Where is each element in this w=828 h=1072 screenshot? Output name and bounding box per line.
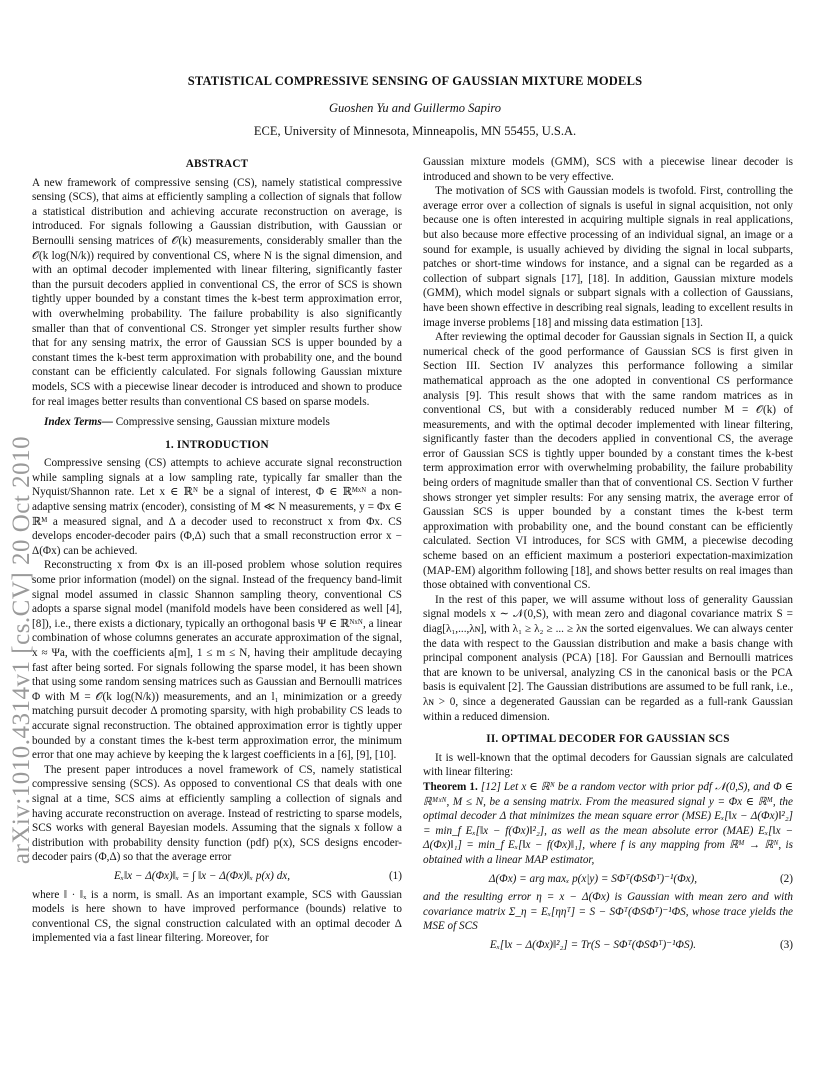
index-terms-text: Compressive sensing, Gaussian mixture models	[112, 416, 330, 429]
theorem-1-label: Theorem 1.	[423, 780, 478, 793]
paper-title: STATISTICAL COMPRESSIVE SENSING OF GAUSSIAN MIXTURE MODELS	[187, 74, 643, 88]
right-paragraph-1: The motivation of SCS with Gaussian models is twofold. First, controlling the average error over a collection of signals is useful in signal acquisition, not only because one is often interested in acquiring multiple signals in real applications, but also because more effective processing of an individual signal, an image or a sound for example, is usually achieved by dividing the signal in local subparts, patches or short-time windows for instance, and a signal can be regarded as a collection of subpart signals [17], [18]. In addition, Gaussian mixture models (GMM), which model signals or subpart signals with a collection of Gaussians, have been shown effective in describing real signals, leading to excellent results in image inverse problems [18] and missing data estimation [13].	[423, 185, 793, 329]
equation-1	[32, 869, 402, 884]
right-paragraph-2: After reviewing the optimal decoder for Gaussian signals in Section II, a quick numerical check of the good performance of Gaussian SCS is first given in Section III. Section IV analyzes this performance following a similar mathematical approach as the one adopted in conventional CS performance analysis [9]. This result shows that with the same random matrices as in conventional CS, but with a considerably reduced number M = 𝒪(k) of measurements, and with the optimal decoder implemented with linear filtering, significantly faster than the decoders applied in conventional CS, the average error of Gaussian SCS is tightly upper bounded by a constant times the k-best term approximation error with overwhelming probability, the failure probability being orders of magnitude smaller than that of conventional CS. Section V further shows stronger yet simpler results: For any sensing matrix, the average error of Gaussian SCS is upper bounded by a constant times the k-best term approximation with probability one, and the bound constant can be efficiently calculated. Section VI introduces, for SCS with GMM, a piecewise decoding scheme based on an efficient maximum a posteriori expectation-maximization (MAP-EM) algorithm following [18], and shows better results on real images than those obtained with conventional CS.	[423, 331, 793, 592]
intro-paragraph-1: Compressive sensing (CS) attempts to achieve accurate signal reconstruction while sampling signals at a low sampling rate, typically far smaller than the Nyquist/Shannon rate. Let x ∈ ℝᴺ be a signal of interest, Φ ∈ ℝᴹˣᴺ a non-adaptive sensing matrix (encoder), consisting of M ≪ N measurements, y = Φx ∈ ℝᴹ a measured signal, and Δ a decoder used to reconstruct x from Φx. CS develops encoder-decoder pairs (Φ,Δ) such that a small reconstruction error x − Δ(Φx) can be achieved.	[32, 457, 402, 557]
equation-2-body: Δ(Φx) = arg maxₓ p(x|y) = SΦᵀ(ΦSΦᵀ)⁻¹(Φx),	[488, 872, 698, 885]
theorem-1-continuation: and the resulting error η = x − Δ(Φx) is Gaussian with mean zero and with covariance matrix Σ_η = Eₓ[ηηᵀ] = S − SΦᵀ(ΦSΦᵀ)⁻¹ΦS, whose trace yields the MSE of SCS	[423, 891, 793, 933]
intro-paragraph-2: Reconstructing x from Φx is an ill-posed problem whose solution requires some prior information (model) on the signal. Instead of the frequency band-limit signal model assumed in classic Shannon sampling theory, conventional CS adopts a sparse signal model (manifold models have been considered as well [4], [8]), i.e., there exists a dictionary, typically an orthogonal basis Ψ ∈ ℝᴺˣᴺ, a linear combination of whose columns generates an accurate approximation of the signal, x ≈ Ψa, with the coefficients a[m], 1 ≤ m ≤ N, having their amplitude decaying fast after being sorted. For signals following the sparse model, it has been shown that using some random sensing matrices such as Gaussian and Bernoulli matrices Φ with M = 𝒪(k log(N/k)) measurements, and an l₁ minimization or a greedy matching pursuit decoder Δ promoting sparsity, with high probability CS leads to accurate signal reconstruction. The obtained approximation error is tightly upper bounded by a constant times the k-best term approximation error, the minimum error that one may achieve by keeping the k largest coefficients in a [6], [9], [10].	[32, 559, 402, 762]
left-column	[32, 155, 402, 946]
equation-3	[423, 938, 793, 953]
abstract-text: A new framework of compressive sensing (CS), namely statistical compressive sensing (SCS), that aims at efficiently sampling a collection of signals that follow a statistical distribution and achieving accurate reconstruction on average, is introduced. For signals following a Gaussian distribution, with Gaussian or Bernoulli sensing matrices of 𝒪(k) measurements, considerably smaller than the 𝒪(k log(N/k)) required by conventional CS, where N is the signal dimension, and with an optimal decoder implemented with linear filtering, significantly faster than the pursuit decoders applied in conventional CS, the error of SCS is shown tightly upper bounded by a constant times the k-best term approximation error, with overwhelming probability. The failure probability is also significantly smaller than that of conventional CS. Stronger yet simpler results further show that for any sensing matrix, the error of Gaussian SCS is upper bounded by a constant times the k-best term approximation with probability one, and the bound constant can be efficiently calculated. For signals following Gaussian mixture models, SCS with a piecewise linear decoder is introduced and shown to produce for real images better results than conventional CS based on sparse models.	[32, 176, 402, 408]
theorem-1-text: [12] Let x ∈ ℝᴺ be a random vector with prior pdf 𝒩(0,S), and Φ ∈ ℝᴹˣᴺ, M ≤ N, be a sensing matrix. From the measured signal y = Φx ∈ ℝᴹ, the optimal decoder Δ that minimizes the mean square error (MSE) Eₓ[‖x − Δ(Φx)‖²₂] = min_f Eₓ[‖x − f(Φx)‖²₂], as well as the mean absolute error (MAE) Eₓ[‖x − Δ(Φx)‖₁] = min_f Eₓ[‖x − f(Φx)‖₁], where f is any mapping from ℝᴹ → ℝᴺ, is obtained with a linear MAP estimator,	[423, 780, 793, 866]
arxiv-watermark-text: arXiv:1010.4314v1 [cs.CV] 20 Oct 2010	[8, 435, 36, 865]
right-column	[423, 155, 793, 956]
intro-heading: 1. INTRODUCTION	[165, 438, 269, 451]
index-terms-label: Index Terms—	[44, 416, 113, 429]
equation-3-body: Eₓ[‖x − Δ(Φx)‖²₂] = Tr(S − SΦᵀ(ΦSΦᵀ)⁻¹ΦS).	[489, 938, 697, 951]
paper-affiliation: ECE, University of Minnesota, Minneapolis, MN 55455, U.S.A.	[253, 124, 577, 138]
equation-1-body: Eₓ‖x − Δ(Φx)‖ₓ = ∫ ‖x − Δ(Φx)‖ₓ p(x) dx,	[113, 869, 291, 882]
abstract-heading: ABSTRACT	[185, 158, 249, 170]
right-paragraph-3: In the rest of this paper, we will assume without loss of generality Gaussian signal models x ∼ 𝒩(0,S), with mean zero and diagonal covariance matrix S = diag[λ₁,...,λɴ], with λ₁ ≥ λ₂ ≥ ... ≥ λɴ the sorted eigenvalues. We can always center the data with respect to the Gaussian distribution and make a basis change with principal component analysis (PCA) [18]. For Gaussian and Bernoulli matrices that are known to be universal, analyzing CS in the canonical basis or the PCA basis is equivalent [2]. The Gaussian distributions are assumed to be full rank, i.e., λɴ > 0, since a degenerated Gaussian can be regarded as a full-rank Gaussian within a reduced dimension.	[423, 593, 793, 723]
paper-authors: Guoshen Yu and Guillermo Sapiro	[328, 101, 501, 115]
section-2-heading: II. OPTIMAL DECODER FOR GAUSSIAN SCS	[486, 733, 730, 746]
index-terms	[32, 415, 402, 430]
section-2-paragraph-1: It is well-known that the optimal decoders for Gaussian signals are calculated with linear filtering:	[423, 751, 793, 779]
intro-paragraph-4: where ‖ · ‖ₓ is a norm, is small. As an important example, SCS with Gaussian models is here shown to have improved performance (bounds) relative to conventional CS, the signal construction calculated with an optimal decoder Δ implemented via a fast linear filtering. Moreover, for	[32, 888, 402, 945]
equation-2-number: (2)	[779, 872, 793, 885]
equation-2	[423, 872, 793, 887]
equation-3-number: (3)	[779, 938, 793, 951]
equation-1-number: (1)	[388, 869, 402, 882]
intro-paragraph-3: The present paper introduces a novel framework of CS, namely statistical compressive sensing (SCS). As opposed to conventional CS that deals with one signal at a time, SCS aims at efficiently sampling a collection of signals and having accurate reconstruction on average. Instead of restricting to sparse models, SCS works with general Bayesian models. Assuming that the signals x follow a distribution with probability density function (pdf) p(x), SCS designs encoder-decoder pairs (Φ,Δ) so that the average error	[32, 763, 402, 864]
theorem-1	[423, 780, 793, 868]
right-paragraph-0: Gaussian mixture models (GMM), SCS with a piecewise linear decoder is introduced and shown to be very effective.	[423, 156, 793, 183]
